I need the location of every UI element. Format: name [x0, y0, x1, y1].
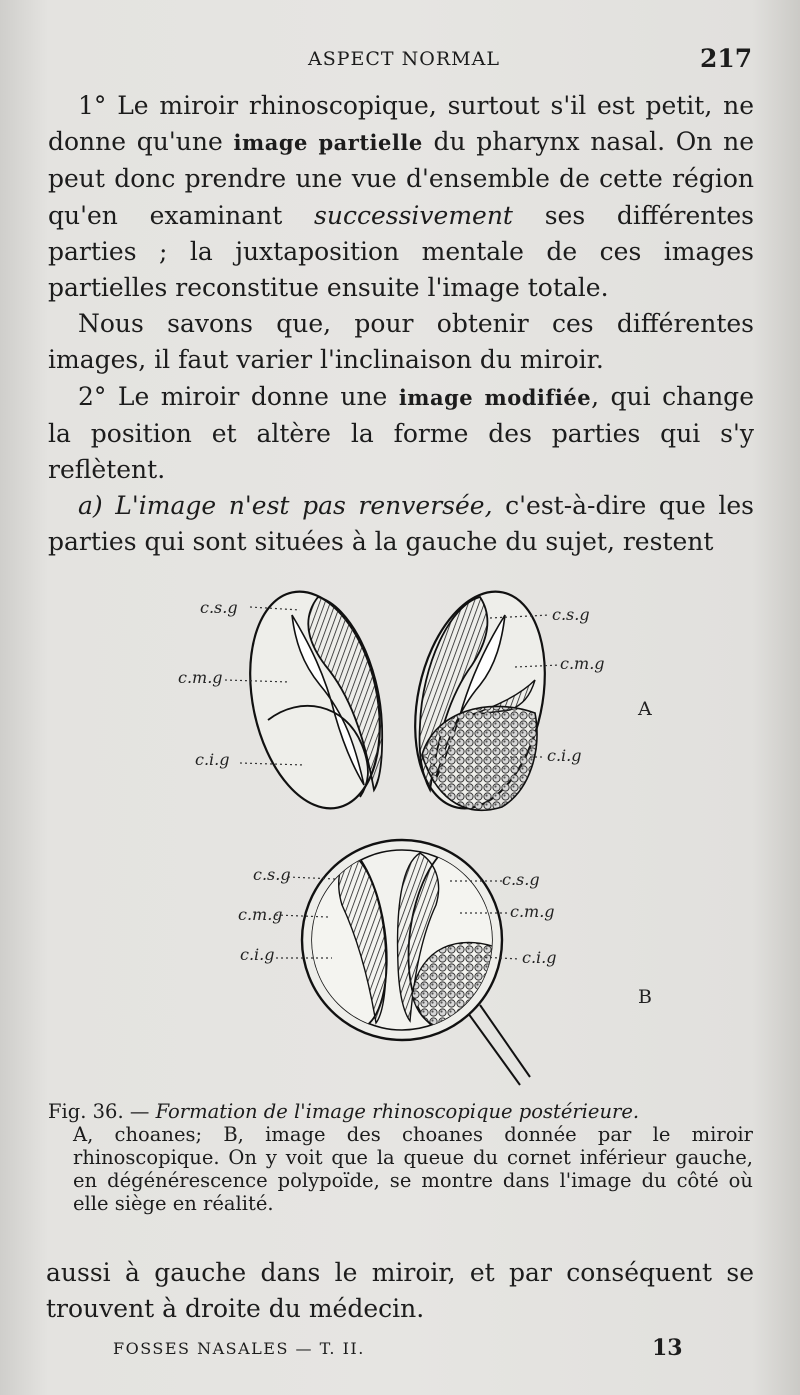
choanae-illustration [150, 585, 670, 1100]
italic-term: successivement [314, 200, 513, 230]
label-cig-right-A: c.i.g [547, 746, 582, 765]
continuation-text: aussi à gauche dans le miroir, et par conséquent se trouvent à droite du médecin. [46, 1258, 754, 1323]
figure-36 [150, 585, 670, 1100]
running-title: ASPECT NORMAL [308, 48, 500, 70]
paragraph-2: Nous savons que, pour obtenir ces différentes images, il faut varier l'inclinaison du miroir. [48, 309, 754, 375]
label-cmg-left-B: c.m.g [238, 905, 283, 924]
paragraph-4: a) L'image n'est pas renversée, c'est-à-dire que les parties qui sont situées à la gauche du sujet, restent [48, 491, 755, 557]
rhinoscopic-mirror-B [292, 835, 530, 1085]
page-header [0, 42, 800, 82]
caption-text: A, choanes; B, image des choanes donnée par le miroir rhinoscopique. On y voit que la queue du cornet inférieur gauche, en dégénérescence polypoïde, se montre dans l'image du côté où elle siège en réalité. [73, 1123, 753, 1215]
figure-caption [48, 1100, 753, 1215]
label-cig-left-A: c.i.g [195, 750, 230, 769]
italic-term: L'image n'est pas renversée, [115, 491, 493, 521]
choana-left-A [231, 585, 398, 820]
label-csg-right-B: c.s.g [502, 870, 540, 889]
label-cmg-right-B: c.m.g [510, 902, 555, 921]
choana-right-A [396, 585, 563, 820]
label-cig-right-B: c.i.g [522, 948, 557, 967]
paragraph-3: 2° Le miroir donne une image modifiée, qui change la position et altère la forme des parties qui s'y reflètent. [48, 381, 754, 485]
figure-letter-A: A [638, 698, 652, 720]
figure-letter-B: B [638, 986, 652, 1008]
label-cmg-right-A: c.m.g [560, 654, 605, 673]
page-footer [0, 1335, 800, 1365]
label-csg-right-A: c.s.g [552, 605, 590, 624]
page-number: 217 [700, 44, 753, 73]
footer-signature: FOSSES NASALES — T. II. [113, 1339, 365, 1358]
footer-sheet-number: 13 [652, 1335, 683, 1361]
caption-title: Formation de l'image rhinoscopique postérieure. [155, 1100, 640, 1123]
bold-term: image partielle [233, 130, 423, 156]
label-cmg-left-A: c.m.g [178, 668, 223, 687]
caption-prefix: Fig. 36. — [48, 1100, 156, 1123]
label-csg-left-A: c.s.g [200, 598, 238, 617]
bold-term: image modifiée [398, 384, 592, 410]
paragraph-1: 1° Le miroir rhinoscopique, surtout s'il est petit, ne donne qu'une image partielle du pharynx nasal. On ne peut donc prendre une vue d'ensemble de cette région qu'en examinant successivement ses différentes parties ; la juxtaposition mentale de ces images partielles reconstitue ensuite l'image totale. [48, 91, 755, 303]
body-text [48, 88, 754, 561]
label-cig-left-B: c.i.g [240, 945, 275, 964]
label-csg-left-B: c.s.g [253, 865, 291, 884]
